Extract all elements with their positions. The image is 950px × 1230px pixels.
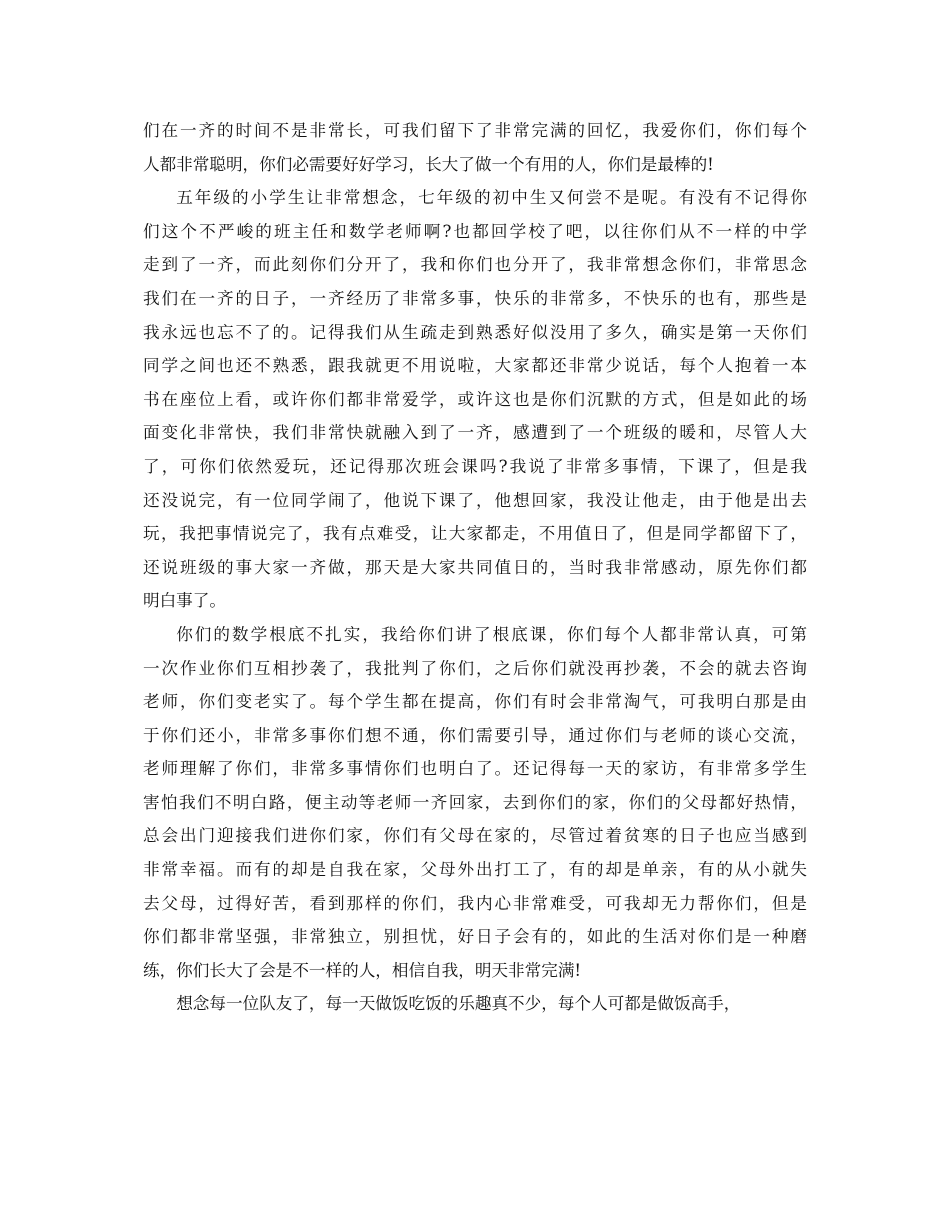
text-line: 老师，你们变老实了。每个学生都在提高，你们有时会非常淘气，可我明白那是由 [143, 692, 807, 712]
text-line: 害怕我们不明白路，便主动等老师一齐回家，去到你们的家，你们的父母都好热情， [143, 792, 807, 812]
text-line: 你们的数学根底不扎实，我给你们讲了根底课，你们每个人都非常认真，可第 [176, 624, 807, 644]
body-text [143, 114, 807, 1021]
text-line: 玩，我把事情说完了，我有点难受，让大家都走，不用值日了，但是同学都留下了， [143, 524, 807, 544]
text-line: 练，你们长大了会是不一样的人，相信自我，明天非常完满! [143, 960, 582, 980]
text-line: 人都非常聪明，你们必需要好好学习，长大了做一个有用的人，你们是最棒的! [143, 154, 714, 174]
text-line: 老师理解了你们，非常多事情你们也明白了。还记得每一天的家访，有非常多学生 [143, 759, 807, 779]
text-line: 五年级的小学生让非常想念，七年级的初中生又何尝不是呢。有没有不记得你 [176, 188, 807, 208]
paragraph [143, 181, 807, 618]
text-line: 走到了一齐，而此刻你们分开了，我和你们也分开了，我非常想念你们，非常思念 [143, 255, 807, 275]
text-line: 们这个不严峻的班主任和数学老师啊?也都回学校了吧，以往你们从不一样的中学 [143, 221, 807, 241]
text-line: 总会出门迎接我们进你们家，你们有父母在家的，尽管过着贫寒的日子也应当感到 [143, 826, 807, 846]
text-line: 我们在一齐的日子，一齐经历了非常多事，快乐的非常多，不快乐的也有，那些是 [143, 288, 807, 308]
paragraph [143, 114, 807, 181]
text-line: 想念每一位队友了，每一天做饭吃饭的乐趣真不少，每个人可都是做饭高手， [176, 994, 741, 1014]
text-line: 去父母，过得好苦，看到那样的你们，我内心非常难受，可我却无力帮你们，但是 [143, 893, 807, 913]
text-line: 你们都非常坚强，非常独立，别担忧，好日子会有的，如此的生活对你们是一种磨 [143, 927, 807, 947]
text-line: 还没说完，有一位同学闹了，他说下课了，他想回家，我没让他走，由于他是出去 [143, 490, 807, 510]
text-line: 们在一齐的时间不是非常长，可我们留下了非常完满的回忆，我爱你们，你们每个 [143, 121, 807, 140]
text-line: 还说班级的事大家一齐做，那天是大家共同值日的，当时我非常感动，原先你们都 [143, 557, 807, 577]
text-line: 非常幸福。而有的却是自我在家，父母外出打工了，有的却是单亲，有的从小就失 [143, 860, 807, 880]
text-line: 我永远也忘不了的。记得我们从生疏走到熟悉好似没用了多久，确实是第一天你们 [143, 322, 807, 342]
text-line: 书在座位上看，或许你们都非常爱学，或许这也是你们沉默的方式，但是如此的场 [143, 389, 807, 409]
text-line: 面变化非常快，我们非常快就融入到了一齐，感遭到了一个班级的暖和，尽管人大 [143, 423, 807, 443]
text-line: 同学之间也还不熟悉，跟我就更不用说啦，大家都还非常少说话，每个人抱着一本 [143, 356, 807, 376]
text-line: 了，可你们依然爱玩，还记得那次班会课吗?我说了非常多事情，下课了，但是我 [143, 456, 807, 476]
text-line: 于你们还小，非常多事你们想不通，你们需要引导，通过你们与老师的谈心交流， [143, 725, 807, 745]
text-line: 明白事了。 [143, 591, 226, 611]
paragraph [143, 618, 807, 988]
text-line: 一次作业你们互相抄袭了，我批判了你们，之后你们就没再抄袭，不会的就去咨询 [143, 658, 807, 678]
paragraph [143, 987, 807, 1021]
